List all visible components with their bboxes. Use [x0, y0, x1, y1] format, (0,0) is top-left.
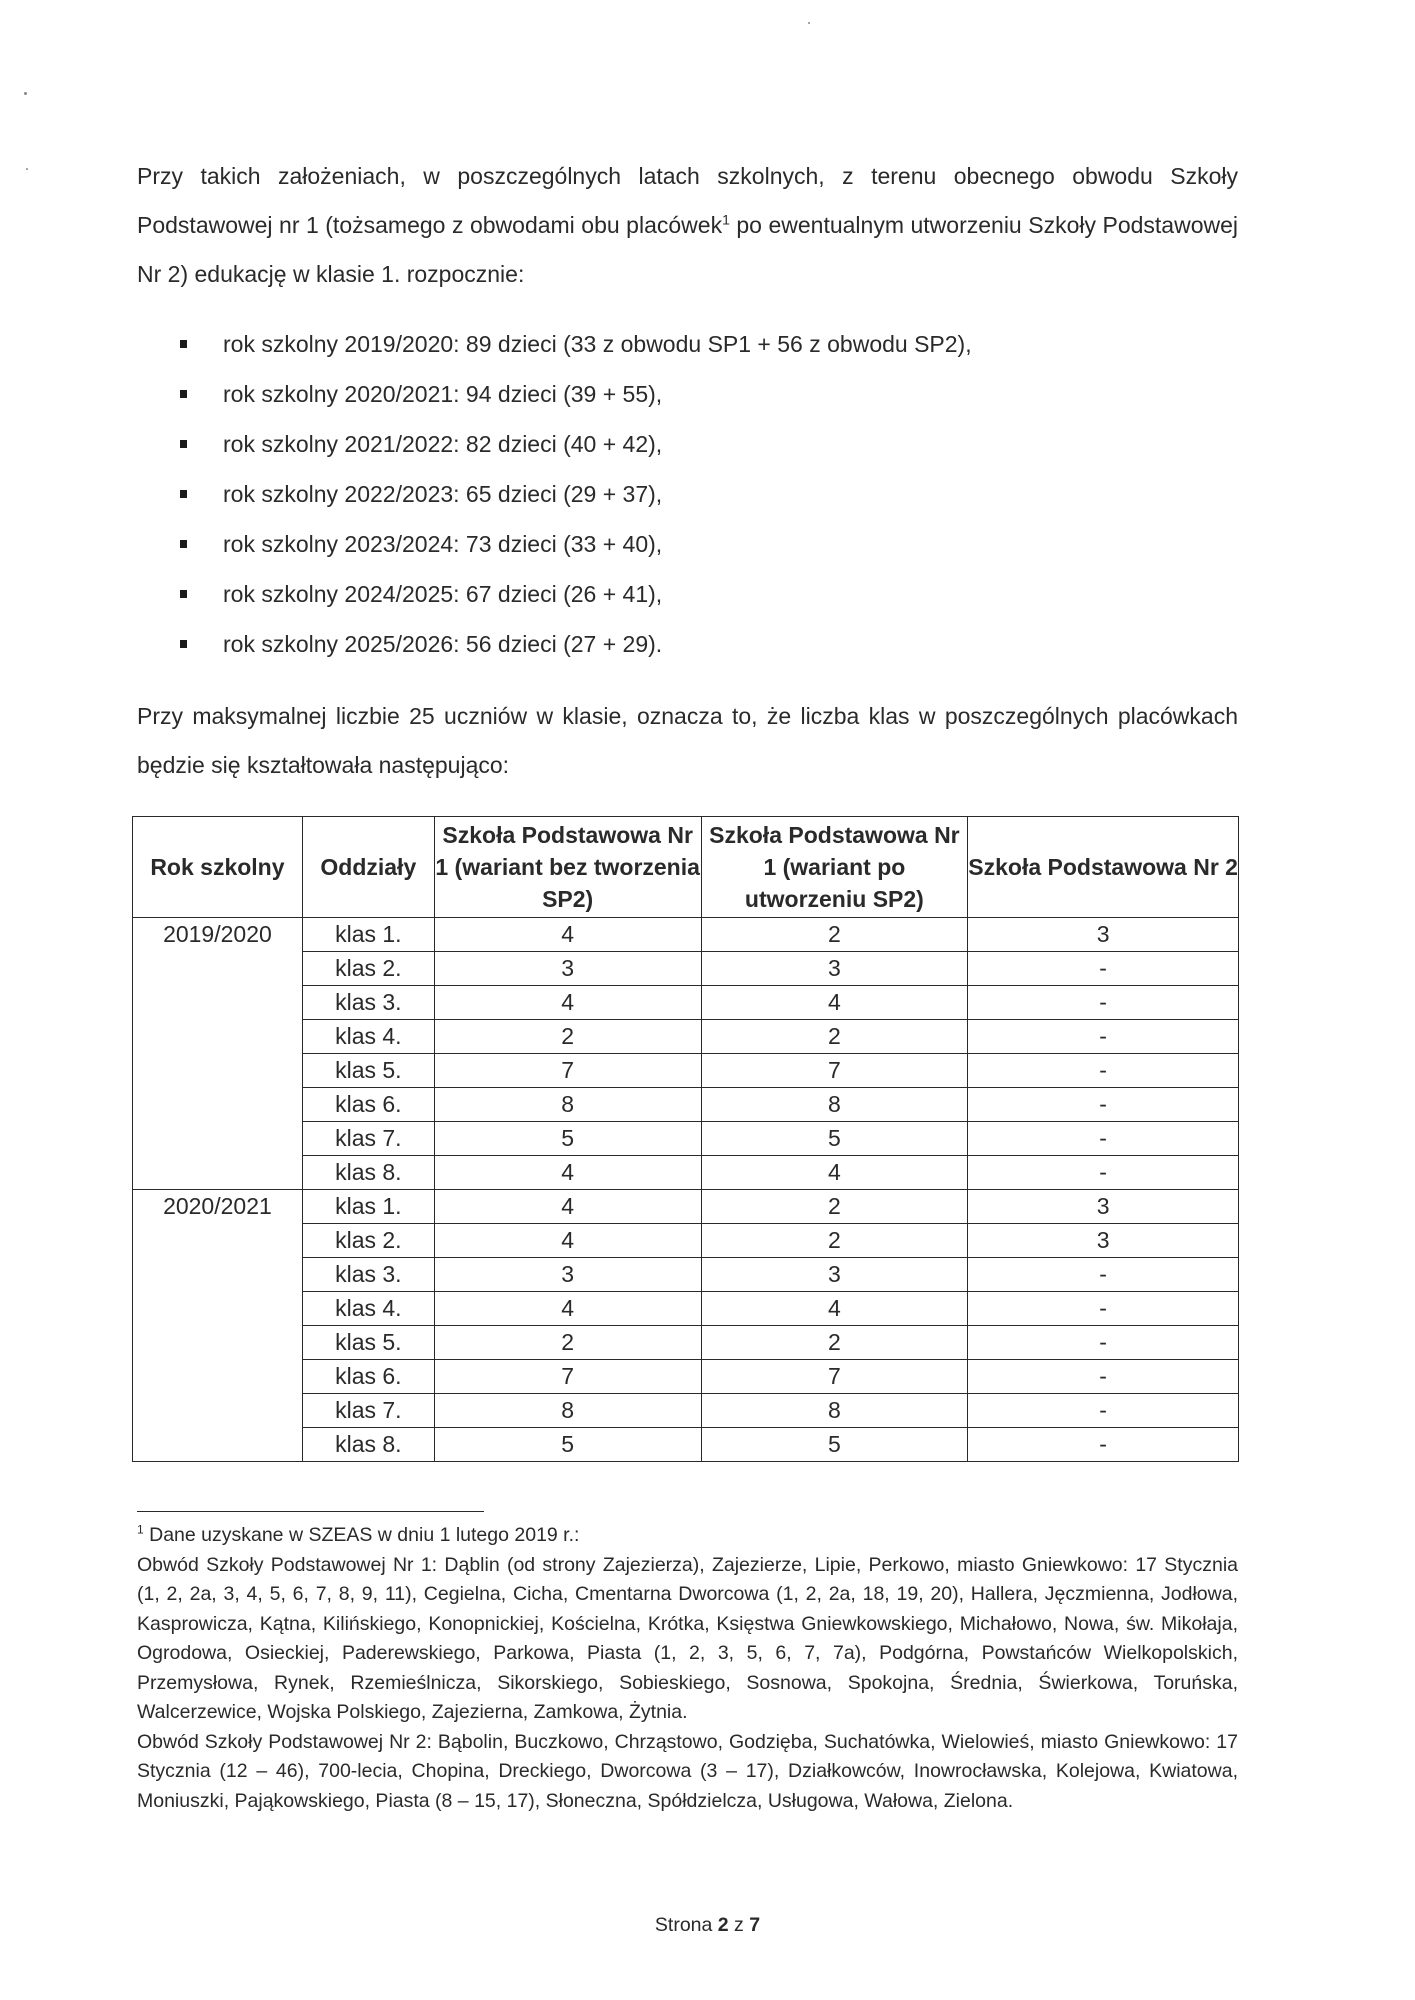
scan-speck	[24, 92, 27, 95]
year-cell-continued	[133, 1360, 303, 1394]
sp1-po-sp2-cell: 5	[701, 1122, 968, 1156]
sp1-po-sp2-cell: 3	[701, 1258, 968, 1292]
sp1-bez-sp2-cell: 2	[434, 1020, 701, 1054]
table-row	[133, 1190, 1239, 1224]
table-row	[133, 1054, 1239, 1088]
sp1-po-sp2-cell: 5	[701, 1428, 968, 1462]
sp2-cell: 3	[968, 918, 1239, 952]
sp1-po-sp2-cell: 2	[701, 1020, 968, 1054]
header-rok-szkolny: Rok szkolny	[133, 817, 303, 918]
list-item	[137, 569, 1237, 619]
scan-speck	[26, 168, 28, 170]
footnote-source-text: Dane uzyskane w SZEAS w dniu 1 lutego 2019 r.:	[143, 1524, 580, 1546]
year-cell: 2020/2021	[133, 1190, 303, 1224]
list-item-text: rok szkolny 2024/2025: 67 dzieci (26 + 41),	[223, 581, 663, 607]
list-item	[137, 519, 1237, 569]
page-number-prefix: Strona	[654, 1914, 718, 1936]
enrollment-list	[137, 319, 1237, 669]
oddzialy-cell: klas 1.	[302, 1190, 434, 1224]
sp2-cell: -	[968, 1258, 1239, 1292]
sp1-bez-sp2-cell: 5	[434, 1122, 701, 1156]
bullet-marker	[180, 390, 187, 398]
oddzialy-cell: klas 8.	[302, 1156, 434, 1190]
table-row	[133, 918, 1239, 952]
sp1-po-sp2-cell: 3	[701, 952, 968, 986]
sp2-cell: -	[968, 1394, 1239, 1428]
table-row	[133, 1122, 1239, 1156]
footnote	[137, 1521, 1238, 1816]
year-cell-continued	[133, 1054, 303, 1088]
sp1-po-sp2-cell: 7	[701, 1054, 968, 1088]
oddzialy-cell: klas 4.	[302, 1292, 434, 1326]
sp2-cell: 3	[968, 1190, 1239, 1224]
sp1-po-sp2-cell: 8	[701, 1394, 968, 1428]
sp1-po-sp2-cell: 2	[701, 1190, 968, 1224]
table-row	[133, 1224, 1239, 1258]
year-cell-continued	[133, 1428, 303, 1462]
list-item-text: rok szkolny 2020/2021: 94 dzieci (39 + 55),	[223, 381, 663, 407]
sp1-po-sp2-cell: 2	[701, 918, 968, 952]
year-cell-continued	[133, 986, 303, 1020]
oddzialy-cell: klas 1.	[302, 918, 434, 952]
sp1-bez-sp2-cell: 4	[434, 986, 701, 1020]
sp2-cell: -	[968, 986, 1239, 1020]
sp1-bez-sp2-cell: 2	[434, 1326, 701, 1360]
oddzialy-cell: klas 8.	[302, 1428, 434, 1462]
sp1-bez-sp2-cell: 7	[434, 1054, 701, 1088]
oddzialy-cell: klas 4.	[302, 1020, 434, 1054]
list-item-text: rok szkolny 2023/2024: 73 dzieci (33 + 40),	[223, 531, 663, 557]
sp1-po-sp2-cell: 2	[701, 1326, 968, 1360]
year-cell-continued	[133, 1224, 303, 1258]
oddzialy-cell: klas 7.	[302, 1394, 434, 1428]
header-oddzialy: Oddziały	[302, 817, 434, 918]
header-sp1-bez-sp2: Szkoła Podstawowa Nr 1 (wariant bez tworzenia SP2)	[434, 817, 701, 918]
page-number	[0, 1914, 1415, 1937]
sp1-po-sp2-cell: 2	[701, 1224, 968, 1258]
list-item	[137, 319, 1237, 369]
sp2-cell: -	[968, 1088, 1239, 1122]
year-cell-continued	[133, 1156, 303, 1190]
table-row	[133, 952, 1239, 986]
oddzialy-cell: klas 5.	[302, 1054, 434, 1088]
footnote-sp2-district: Obwód Szkoły Podstawowej Nr 2: Bąbolin, Buczkowo, Chrząstowo, Godzięba, Suchatówka, Wielowieś, miasto Gniewkowo: 17 Stycznia (12 – 46), 700-lecia, Chopina, Dreckiego, Dworcowa (3 – 17), Działkowców, Inowrocławska, Kolejowa, Kwiatowa, Moniuszki, Pająkowskiego, Piasta (8 – 15, 17), Słoneczna, Spółdzielcza, Usługowa, Wałowa, Zielona.	[137, 1730, 1238, 1812]
year-cell-continued	[133, 1258, 303, 1292]
list-item	[137, 469, 1237, 519]
list-item	[137, 369, 1237, 419]
classes-table	[132, 816, 1239, 1462]
intro-text-part2: po ewentualnym utworzeniu Szkoły Podstawowej Nr 2) edukację w klasie 1. rozpocznie:	[137, 212, 1238, 287]
sp2-cell: -	[968, 1054, 1239, 1088]
year-cell-continued	[133, 1394, 303, 1428]
bullet-marker	[180, 490, 187, 498]
scan-speck	[808, 22, 810, 24]
sp1-po-sp2-cell: 7	[701, 1360, 968, 1394]
sp2-cell: 3	[968, 1224, 1239, 1258]
year-cell-continued	[133, 1088, 303, 1122]
sp2-cell: -	[968, 952, 1239, 986]
sp1-po-sp2-cell: 4	[701, 986, 968, 1020]
sp1-bez-sp2-cell: 8	[434, 1088, 701, 1122]
footnote-sp1-district: Obwód Szkoły Podstawowej Nr 1: Dąblin (od strony Zajezierza), Zajezierze, Lipie, Perkowo, miasto Gniewkowo: 17 Stycznia (1, 2, 2a, 3, 4, 5, 6, 7, 8, 9, 11), Cegielna, Cicha, Cmentarna Dworcowa (1, 2, 2a, 18, 19, 20), Hallera, Jęczmienna, Jodłowa, Kasprowicza, Kątna, Kilińskiego, Konopnickiej, Kościelna, Krótka, Księstwa Gniewkowskiego, Michałowo, Nowa, św. Mikołaja, Ogrodowa, Osieckiej, Paderewskiego, Parkowa, Piasta (1, 2, 3, 5, 6, 7, 7a), Podgórna, Powstańców Wielkopolskich, Przemysłowa, Rynek, Rzemieślnicza, Sikorskiego, Sobieskiego, Sosnowa, Spokojna, Średnia, Świerkowa, Toruńska, Walcerzewice, Wojska Polskiego, Zajezierna, Zamkowa, Żytnia.	[137, 1553, 1238, 1723]
year-cell-continued	[133, 1326, 303, 1360]
sp1-bez-sp2-cell: 8	[434, 1394, 701, 1428]
sp2-cell: -	[968, 1292, 1239, 1326]
table-row	[133, 1156, 1239, 1190]
table-row	[133, 1360, 1239, 1394]
list-item-text: rok szkolny 2021/2022: 82 dzieci (40 + 42),	[223, 431, 663, 457]
sp1-bez-sp2-cell: 3	[434, 1258, 701, 1292]
intro-paragraph	[137, 152, 1238, 299]
list-item-text: rok szkolny 2025/2026: 56 dzieci (27 + 29).	[223, 631, 663, 657]
page-number-separator: z	[728, 1914, 750, 1936]
oddzialy-cell: klas 5.	[302, 1326, 434, 1360]
sp2-cell: -	[968, 1360, 1239, 1394]
sp2-cell: -	[968, 1428, 1239, 1462]
footnote-source	[137, 1521, 1238, 1551]
list-item	[137, 419, 1237, 469]
year-cell-continued	[133, 1020, 303, 1054]
year-cell: 2019/2020	[133, 918, 303, 952]
sp1-bez-sp2-cell: 4	[434, 1156, 701, 1190]
table-row	[133, 1394, 1239, 1428]
table-row	[133, 1292, 1239, 1326]
oddzialy-cell: klas 3.	[302, 1258, 434, 1292]
sp1-bez-sp2-cell: 4	[434, 918, 701, 952]
table-row	[133, 1326, 1239, 1360]
table-row	[133, 1088, 1239, 1122]
oddzialy-cell: klas 6.	[302, 1360, 434, 1394]
sp1-bez-sp2-cell: 4	[434, 1292, 701, 1326]
sp1-po-sp2-cell: 4	[701, 1292, 968, 1326]
sp1-po-sp2-cell: 8	[701, 1088, 968, 1122]
header-sp1-po-sp2: Szkoła Podstawowa Nr 1 (wariant po utworzeniu SP2)	[701, 817, 968, 918]
year-cell-continued	[133, 952, 303, 986]
header-sp2: Szkoła Podstawowa Nr 2	[968, 817, 1239, 918]
oddzialy-cell: klas 3.	[302, 986, 434, 1020]
year-cell-continued	[133, 1122, 303, 1156]
sp2-cell: -	[968, 1122, 1239, 1156]
footnote-marker: 1	[137, 1522, 144, 1537]
bullet-marker	[180, 590, 187, 598]
oddzialy-cell: klas 2.	[302, 952, 434, 986]
page-number-current: 2	[717, 1914, 729, 1936]
oddzialy-cell: klas 6.	[302, 1088, 434, 1122]
table-row	[133, 1428, 1239, 1462]
page-number-total: 7	[749, 1914, 761, 1936]
list-item-text: rok szkolny 2022/2023: 65 dzieci (29 + 37),	[223, 481, 663, 507]
bullet-marker	[180, 640, 187, 648]
intro-text-part1: Przy takich założeniach, w poszczególnych latach szkolnych, z terenu obecnego obwodu Szkoły Podstawowej nr 1 (tożsamego z obwodami obu placówek	[137, 163, 1238, 238]
table-row	[133, 986, 1239, 1020]
table-header-row	[133, 817, 1239, 918]
bullet-marker	[180, 540, 187, 548]
sp1-bez-sp2-cell: 4	[434, 1224, 701, 1258]
list-item-text: rok szkolny 2019/2020: 89 dzieci (33 z obwodu SP1 + 56 z obwodu SP2),	[223, 331, 972, 357]
footnote-reference[interactable]: 1	[722, 211, 730, 228]
sp1-bez-sp2-cell: 3	[434, 952, 701, 986]
bullet-marker	[180, 340, 187, 348]
bullet-marker	[180, 440, 187, 448]
list-item	[137, 619, 1237, 669]
sp2-cell: -	[968, 1020, 1239, 1054]
year-cell-continued	[133, 1292, 303, 1326]
sp1-po-sp2-cell: 4	[701, 1156, 968, 1190]
sp1-bez-sp2-cell: 7	[434, 1360, 701, 1394]
table-row	[133, 1020, 1239, 1054]
classes-paragraph: Przy maksymalnej liczbie 25 uczniów w klasie, oznacza to, że liczba klas w poszczególnych placówkach będzie się kształtowała następująco:	[137, 703, 1238, 778]
sp1-bez-sp2-cell: 5	[434, 1428, 701, 1462]
sp2-cell: -	[968, 1326, 1239, 1360]
table-row	[133, 1258, 1239, 1292]
oddzialy-cell: klas 2.	[302, 1224, 434, 1258]
footnote-separator	[137, 1511, 484, 1512]
sp1-bez-sp2-cell: 4	[434, 1190, 701, 1224]
oddzialy-cell: klas 7.	[302, 1122, 434, 1156]
sp2-cell: -	[968, 1156, 1239, 1190]
